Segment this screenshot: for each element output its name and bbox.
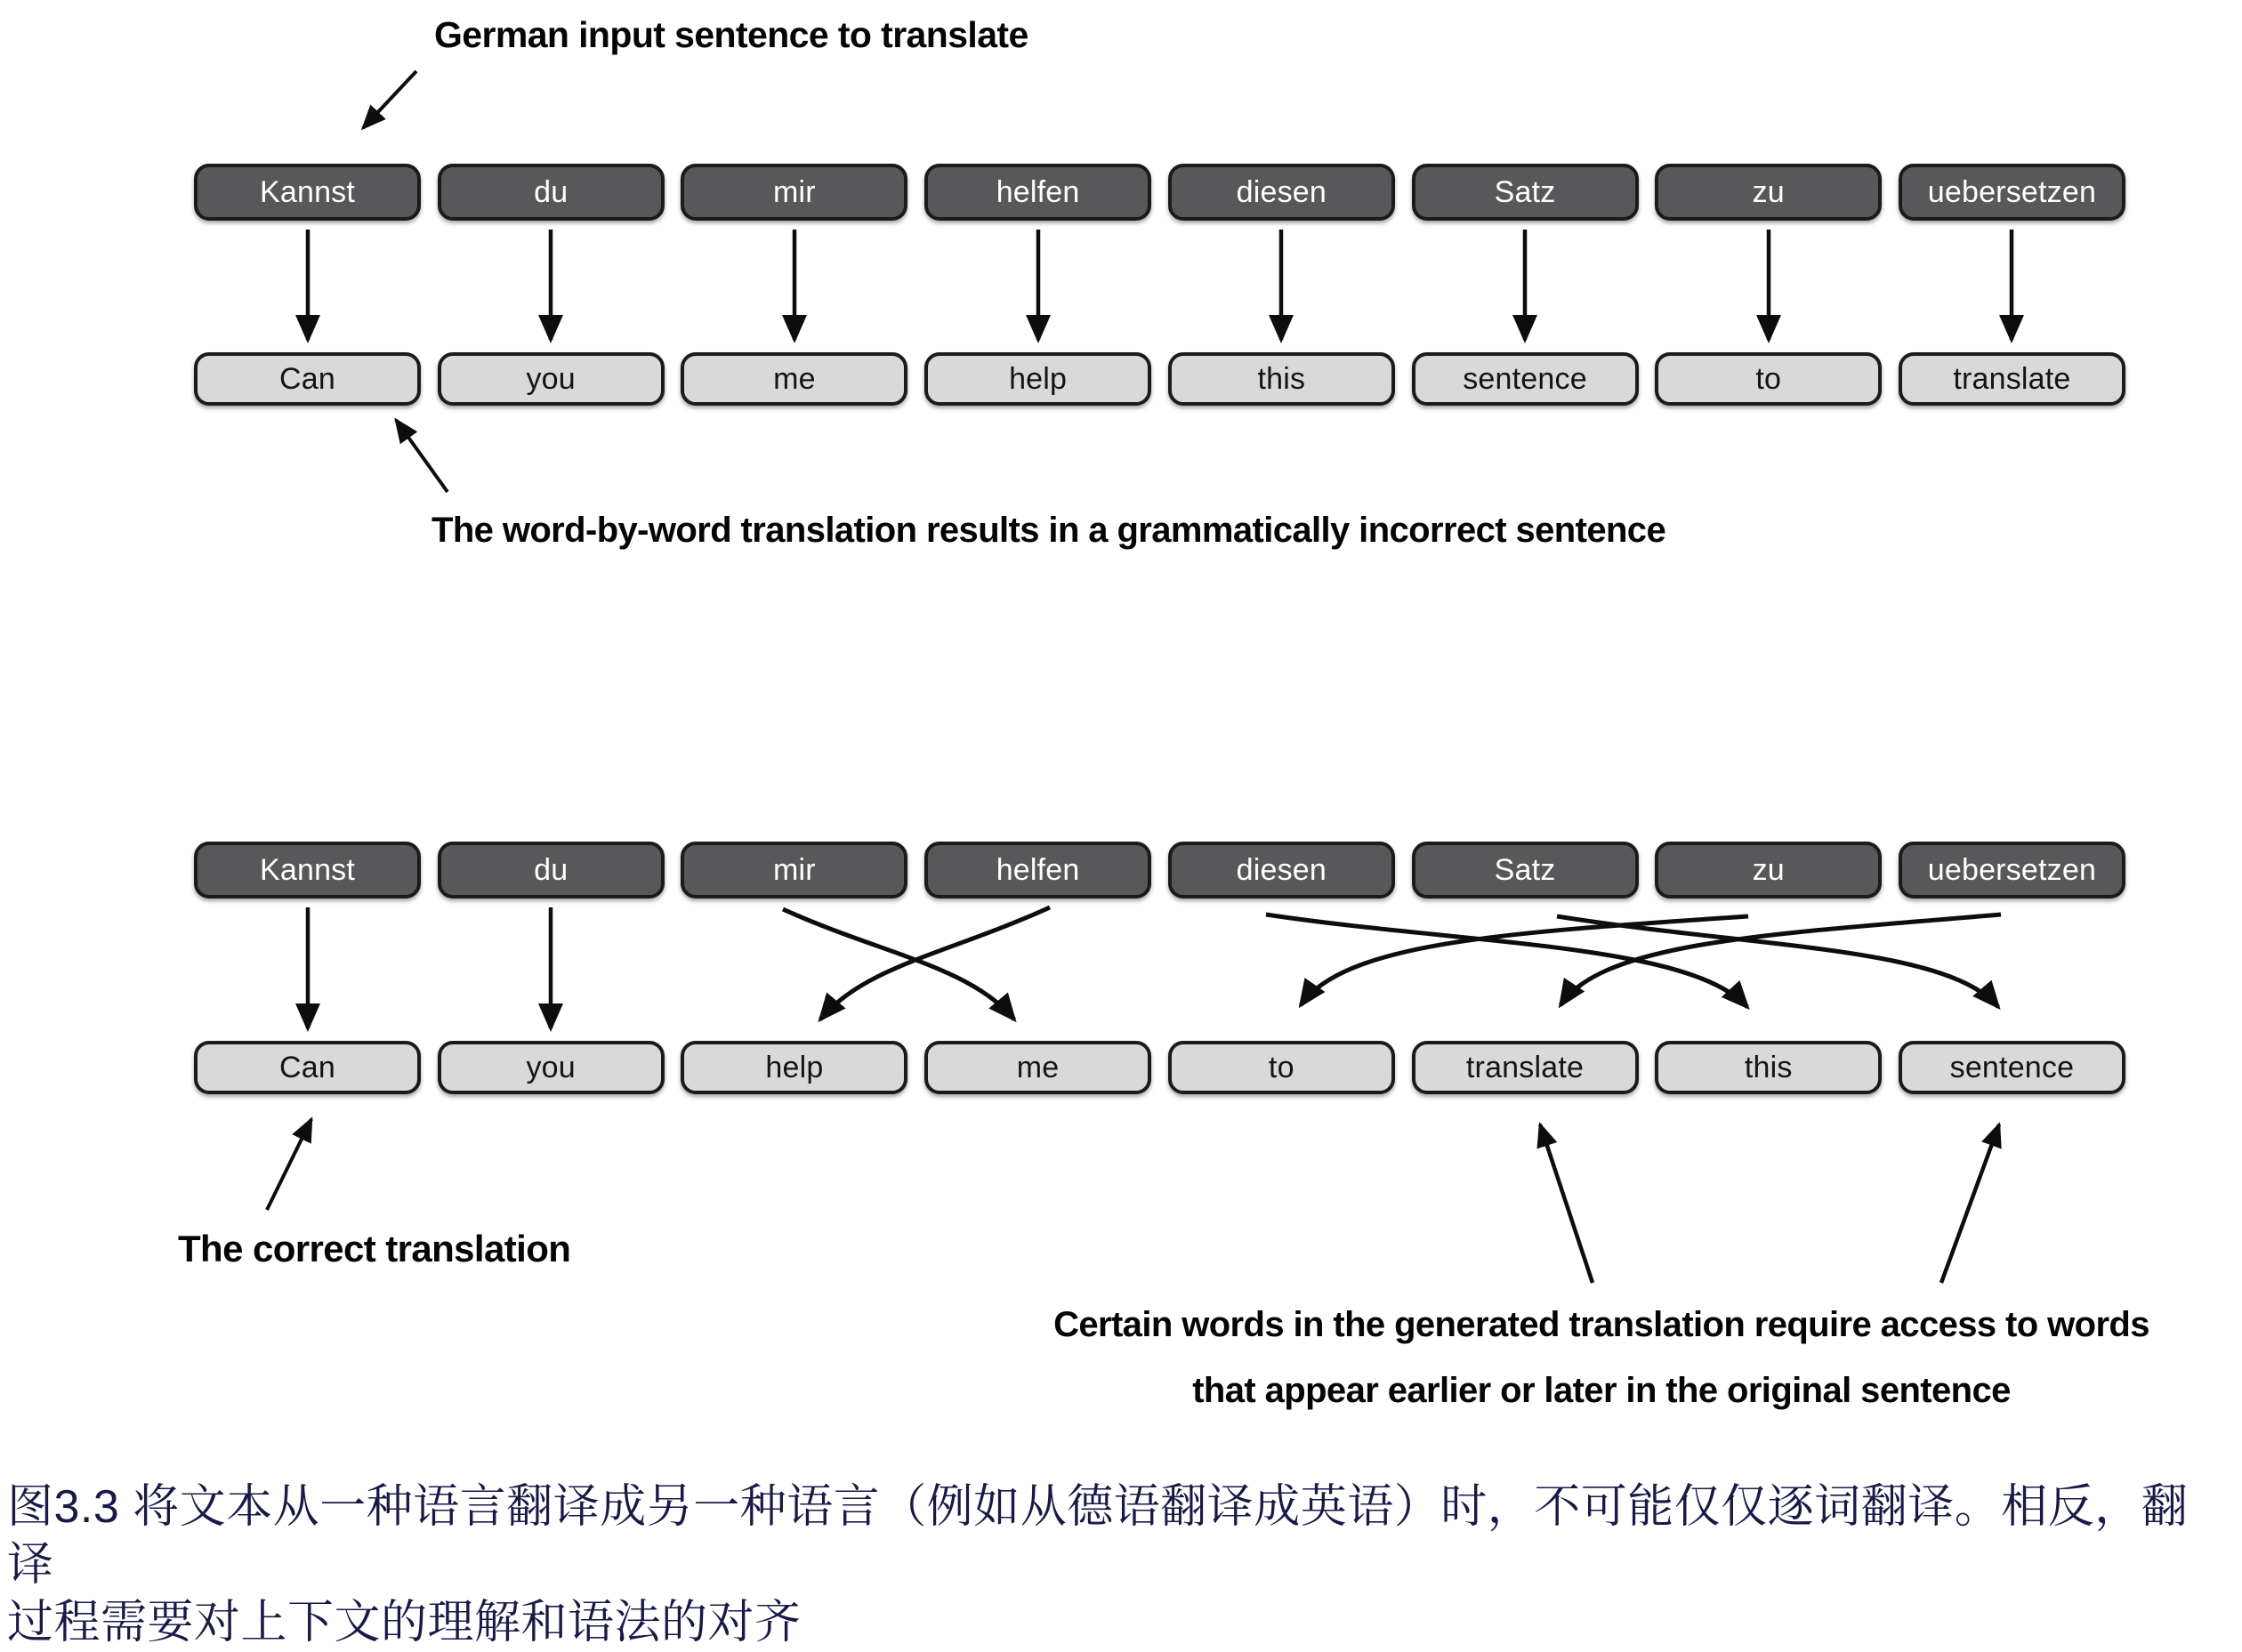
word-box-translate: translate [1412, 1041, 1639, 1094]
arrow-word-by-word-pointer [396, 420, 448, 492]
word-box-you: you [438, 1041, 665, 1094]
word-box-to: to [1655, 352, 1882, 406]
word-box-me: me [924, 1041, 1151, 1094]
word-box-you: you [438, 352, 665, 406]
arrow-bottom-uebersetzen-translate [1561, 915, 2001, 1005]
word-box-helfen: helfen [924, 164, 1151, 221]
word-box-du: du [438, 842, 665, 899]
word-box-kannst: Kannst [194, 164, 421, 221]
word-box-zu: zu [1655, 164, 1882, 221]
word-box-satz: Satz [1412, 164, 1639, 221]
german-source-row-bottom [194, 842, 2125, 899]
word-box-diesen: diesen [1168, 842, 1395, 899]
caption-line2: 过程需要对上下文的理解和语法的对齐 [7, 1597, 802, 1648]
word-box-sentence: sentence [1412, 352, 1639, 406]
arrow-bottom-helfen-help [820, 907, 1050, 1019]
word-box-uebersetzen: uebersetzen [1899, 842, 2125, 899]
word-box-this: this [1168, 352, 1395, 406]
arrow-correct-translation-pointer [267, 1119, 311, 1210]
annotation-context-line1: Certain words in the generated translation require access to words [1053, 1305, 2149, 1344]
word-box-satz: Satz [1412, 842, 1639, 899]
word-box-can: Can [194, 352, 421, 406]
word-box-mir: mir [681, 842, 907, 899]
arrow-bottom-zu-to [1301, 916, 1748, 1005]
figure-caption [7, 1479, 2222, 1652]
word-box-translate: translate [1899, 352, 2125, 406]
english-target-row-top [194, 352, 2125, 406]
word-box-mir: mir [681, 164, 907, 221]
word-box-me: me [681, 352, 907, 406]
word-box-du: du [438, 164, 665, 221]
word-box-help: help [681, 1041, 907, 1094]
word-box-help: help [924, 352, 1151, 406]
arrow-german-input-pointer [363, 71, 416, 128]
annotation-context-access [961, 1292, 2242, 1423]
word-box-kannst: Kannst [194, 842, 421, 899]
annotation-german-input: German input sentence to translate [434, 14, 1028, 55]
arrow-context-pointer-sentence [1941, 1124, 1999, 1283]
word-box-sentence: sentence [1899, 1041, 2125, 1094]
word-box-helfen: helfen [924, 842, 1151, 899]
word-box-zu: zu [1655, 842, 1882, 899]
word-box-this: this [1655, 1041, 1882, 1094]
annotation-correct-translation: The correct translation [178, 1228, 571, 1269]
arrow-bottom-satz-sentence [1557, 916, 1998, 1007]
arrow-bottom-diesen-this [1266, 915, 1747, 1007]
word-box-diesen: diesen [1168, 164, 1395, 221]
german-source-row-top [194, 164, 2125, 221]
word-box-can: Can [194, 1041, 421, 1094]
word-box-to: to [1168, 1041, 1395, 1094]
english-target-row-bottom [194, 1041, 2125, 1094]
annotation-context-line2: that appear earlier or later in the original sentence [1192, 1371, 2011, 1410]
caption-line1: 图3.3 将文本从一种语言翻译成另一种语言（例如从德语翻译成英语）时，不可能仅仅逐词翻译。相反，翻译 [7, 1481, 2189, 1591]
arrow-context-pointer-translate [1540, 1124, 1593, 1283]
arrow-bottom-mir-me [783, 909, 1014, 1019]
word-box-uebersetzen: uebersetzen [1899, 164, 2125, 221]
annotation-word-by-word: The word-by-word translation results in a grammatically incorrect sentence [431, 511, 1666, 550]
